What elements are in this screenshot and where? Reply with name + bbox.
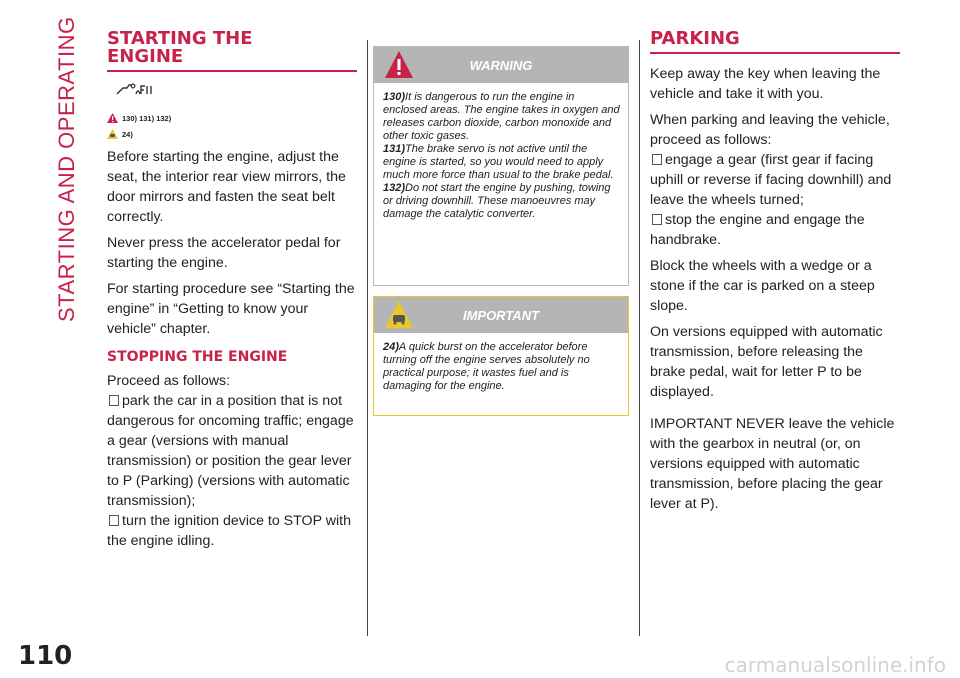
important-reference bbox=[107, 129, 357, 139]
bullet-text: engage a gear (first gear if facing uphill or reverse if facing downhill) and leave the wheels turned; bbox=[650, 152, 892, 208]
paragraph: Keep away the key when leaving the vehicle and take it with you. bbox=[650, 66, 881, 102]
paragraph: On versions equipped with automatic transmission, before releasing the brake pedal, wait for letter P to be displayed. bbox=[650, 324, 883, 400]
paragraph: For starting procedure see “Starting the engine” in “Getting to know your vehicle” chapter. bbox=[107, 281, 355, 337]
paragraph: When parking and leaving the vehicle, proceed as follows: bbox=[650, 112, 890, 148]
warning-box-title: WARNING bbox=[469, 57, 533, 73]
paragraph: Block the wheels with a wedge or a stone if the car is parked on a steep slope. bbox=[650, 258, 875, 314]
warning-item-text: It is dangerous to run the engine in enclosed areas. The engine takes in oxygen and releases carbon dioxide, carbon monoxide and other toxic gases. bbox=[383, 91, 620, 142]
bullet-item bbox=[650, 150, 900, 210]
warning-triangle-icon bbox=[384, 50, 414, 80]
warning-item bbox=[383, 91, 620, 143]
important-box-title: IMPORTANT bbox=[462, 307, 540, 323]
bullet-box-icon bbox=[109, 395, 119, 406]
chapter-side-title: STARTING AND OPERATING bbox=[54, 16, 79, 322]
watermark: carmanualsonline.info bbox=[724, 653, 946, 677]
column-divider-left bbox=[367, 40, 368, 636]
warning-item-text: The brake servo is not active until the engine is started, so you would need to apply much more force than usual to the brake pedal. bbox=[383, 143, 614, 181]
bullet-item bbox=[107, 511, 357, 551]
parking-section bbox=[650, 30, 900, 520]
important-triangle-icon bbox=[107, 129, 118, 139]
starting-engine-section bbox=[107, 30, 357, 557]
bullet-item bbox=[650, 210, 900, 250]
warning-reference bbox=[107, 113, 357, 123]
bullet-text: stop the engine and engage the handbrake. bbox=[650, 212, 865, 248]
section-heading-parking: PARKING bbox=[650, 30, 900, 54]
section-heading-starting bbox=[107, 30, 357, 72]
warning-box bbox=[373, 46, 629, 286]
warning-item-ref: 130) bbox=[383, 91, 406, 103]
important-box-body bbox=[374, 333, 628, 403]
warning-triangle-icon bbox=[107, 113, 118, 123]
paragraph: Never press the accelerator pedal for starting the engine. bbox=[107, 235, 341, 271]
warning-box-header bbox=[374, 47, 628, 83]
important-triangle-icon bbox=[384, 300, 414, 330]
bullet-box-icon bbox=[109, 515, 119, 526]
subheading-stopping: STOPPING THE ENGINE bbox=[107, 349, 288, 365]
heading-line2: ENGINE bbox=[107, 46, 184, 67]
warning-box-body bbox=[374, 83, 628, 231]
warning-item bbox=[383, 182, 620, 221]
warning-ref-text: 130) 131) 132) bbox=[122, 113, 172, 123]
important-box-header bbox=[374, 297, 628, 333]
warning-item-ref: 131) bbox=[383, 143, 406, 155]
bullet-text: turn the ignition device to STOP with the engine idling. bbox=[107, 513, 351, 549]
bullet-box-icon bbox=[652, 214, 662, 225]
paragraph: Before starting the engine, adjust the seat, the interior rear view mirrors, the door mirrors and fasten the seat belt correctly. bbox=[107, 149, 346, 225]
important-item-ref: 24) bbox=[383, 341, 399, 353]
important-ref-text: 24) bbox=[122, 129, 133, 139]
paragraph: IMPORTANT NEVER leave the vehicle with the gearbox in neutral (or, on versions equipped with automatic transmission, before placing the gear lever at P). bbox=[650, 416, 895, 512]
warning-item bbox=[383, 143, 620, 182]
bullet-text: park the car in a position that is not dangerous for oncoming traffic; engage a gear (versions with manual transmission) or position the gear lever to P (Parking) (versions with automatic transmission); bbox=[107, 393, 354, 509]
warning-item-text: Do not start the engine by pushing, towing or driving downhill. These manoeuvres may damage the catalytic converter. bbox=[383, 182, 611, 220]
important-item bbox=[383, 341, 620, 393]
paragraph: Proceed as follows: bbox=[107, 373, 231, 389]
bullet-item bbox=[107, 391, 357, 511]
page-number: 110 bbox=[18, 641, 73, 671]
bullet-box-icon bbox=[652, 154, 662, 165]
heading-line1: STARTING THE bbox=[107, 28, 253, 49]
important-item-text: A quick burst on the accelerator before turning off the engine serves absolutely no practical purpose; it wastes fuel and is damaging for the engine. bbox=[383, 341, 590, 392]
ignition-key-icon bbox=[115, 80, 155, 98]
warning-item-ref: 132) bbox=[383, 182, 406, 194]
important-box bbox=[373, 296, 629, 416]
column-divider-right bbox=[639, 40, 640, 636]
